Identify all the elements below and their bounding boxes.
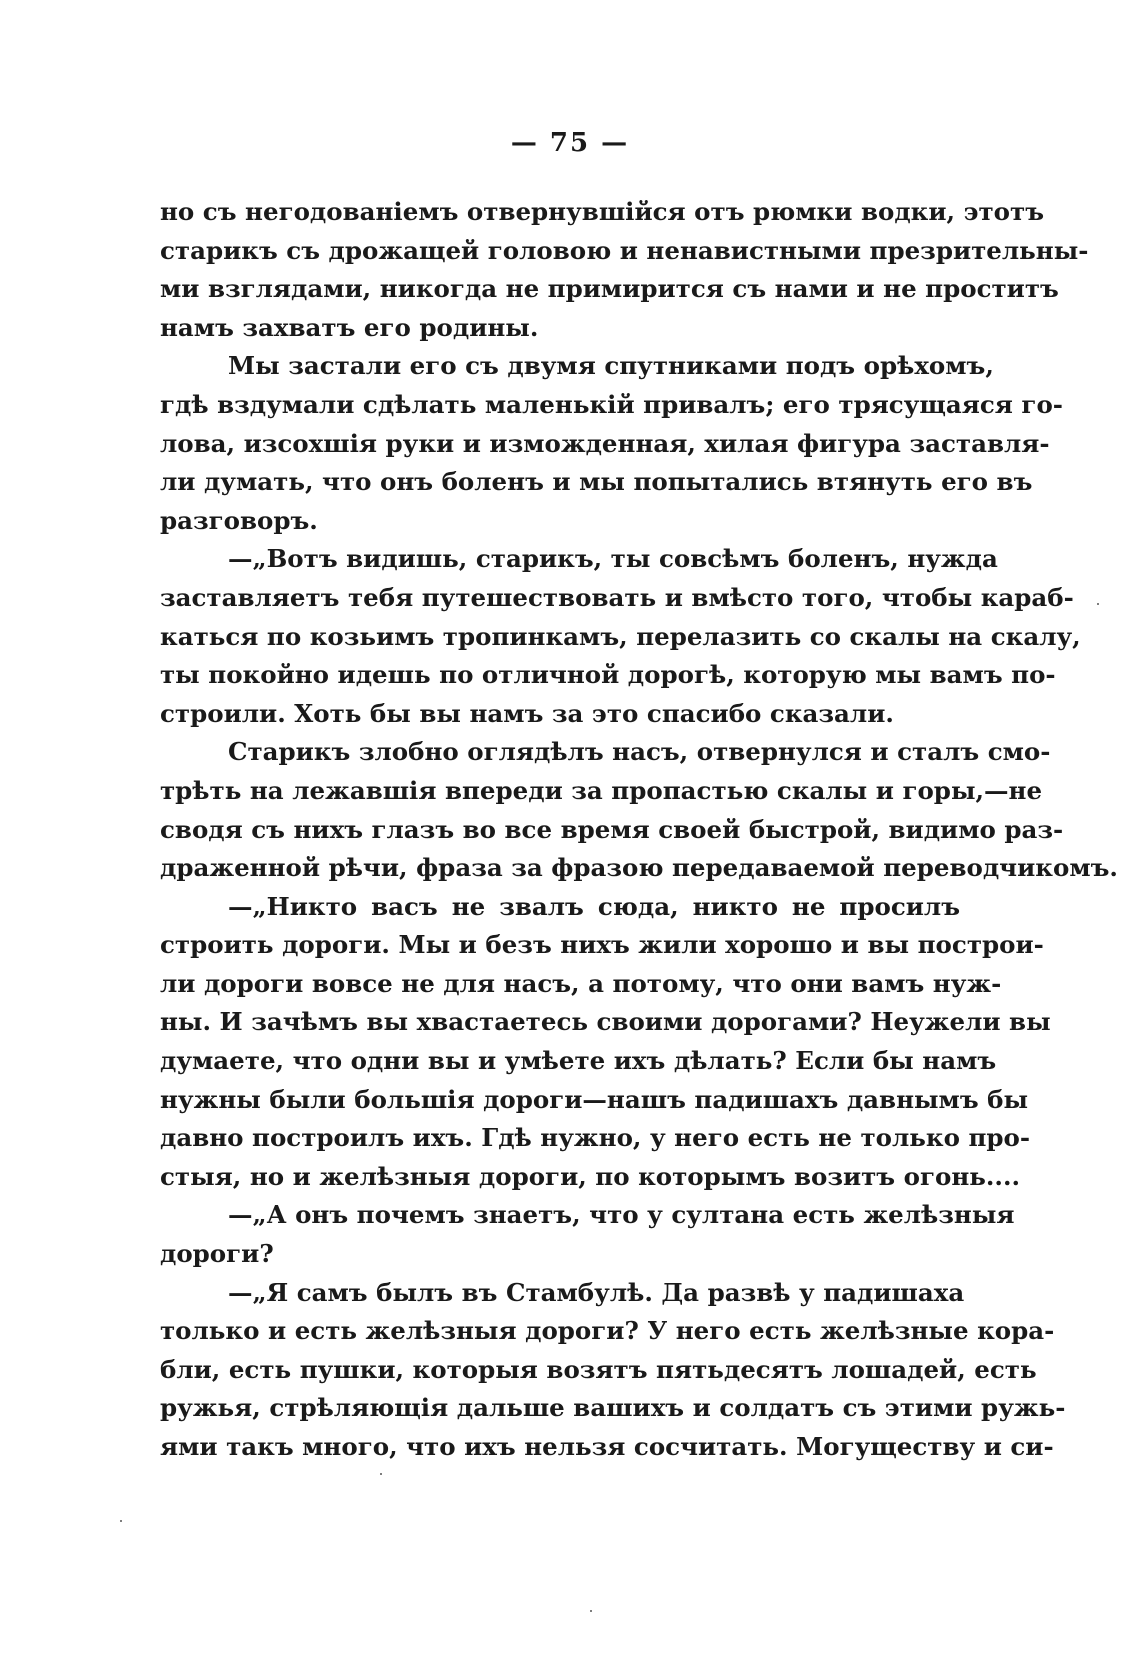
text-line: трѣть на лежавшія впереди за пропастью скалы и горы,—не — [160, 775, 1043, 805]
text-line: только и есть желѣзныя дороги? У него есть желѣзные кора- — [160, 1316, 1055, 1346]
text-line: —„А онъ почемъ знаетъ, что у султана есть желѣзныя — [228, 1200, 1015, 1230]
text-line: ружья, стрѣляющія дальше вашихъ и солдатъ съ этими ружь- — [160, 1393, 1066, 1423]
text-line: ми взглядами, никогда не примирится съ нами и не проститъ — [160, 274, 1059, 304]
text-line: давно построилъ ихъ. Гдѣ нужно, у него есть не только про- — [160, 1123, 1031, 1153]
scan-speck — [590, 1610, 592, 1612]
text-line: дороги? — [160, 1239, 274, 1269]
page-number: — 75 — — [510, 128, 630, 158]
text-line: лова, изсохшія руки и изможденная, хилая фигура заставля- — [160, 428, 1050, 458]
body-text — [160, 193, 1118, 1467]
text-line: но съ негодованіемъ отвернувшійся отъ рюмки водки, этотъ — [160, 197, 1044, 226]
text-line: —„Вотъ видишь, старикъ, ты совсѣмъ боленъ, нужда — [228, 544, 998, 574]
text-line: нужны были большія дороги—нашъ падишахъ давнымъ бы — [160, 1084, 1029, 1114]
text-line: строили. Хоть бы вы намъ за это спасибо сказали. — [160, 698, 894, 728]
text-line: каться по козьимъ тропинкамъ, перелазить со скалы на скалу, — [160, 621, 1081, 651]
text-line: старикъ съ дрожащей головою и ненавистными презрительны- — [160, 235, 1089, 265]
text-line: стыя, но и желѣзныя дороги, по которымъ возитъ огонь.... — [160, 1161, 1021, 1191]
scan-speck — [1097, 603, 1099, 605]
text-line: Старикъ злобно оглядѣлъ насъ, отвернулся и сталъ смо- — [228, 737, 1051, 767]
text-line: бли, есть пушки, которыя возятъ пятьдесятъ лошадей, есть — [160, 1354, 1037, 1384]
text-line: —„Я самъ былъ въ Стамбулѣ. Да развѣ у падишаха — [228, 1277, 965, 1307]
text-line: намъ захватъ его родины. — [160, 312, 539, 342]
text-line: ны. И зачѣмъ вы хвастаетесь своими дорогами? Неужели вы — [160, 1007, 1051, 1037]
text-line: Мы застали его съ двумя спутниками подъ орѣхомъ, — [228, 351, 994, 381]
text-line: ли дороги вовсе не для насъ, а потому, что они вамъ нуж- — [160, 968, 1002, 998]
text-line: сводя съ нихъ глазъ во все время своей быстрой, видимо раз- — [160, 814, 1064, 844]
scan-speck — [380, 1473, 382, 1475]
text-line: ями такъ много, что ихъ нельзя сосчитать. Могуществу и си- — [160, 1432, 1054, 1461]
text-line: ты покойно идешь по отличной дорогѣ, которую мы вамъ по- — [160, 660, 1056, 690]
text-line: думаете, что одни вы и умѣете ихъ дѣлать? Если бы намъ — [160, 1046, 997, 1076]
text-line: драженной рѣчи, фраза за фразою передаваемой переводчикомъ. — [160, 853, 1118, 883]
text-line: заставляетъ тебя путешествовать и вмѣсто того, чтобы караб- — [160, 582, 1074, 612]
text-line: гдѣ вздумали сдѣлать маленькій привалъ; его трясущаяся го- — [160, 389, 1063, 419]
text-line: ли думать, что онъ боленъ и мы попытались втянуть его въ — [160, 467, 1033, 497]
text-line: —„Никто васъ не звалъ сюда, никто не просилъ — [228, 891, 960, 921]
scan-speck — [120, 1520, 122, 1522]
text-line: строить дороги. Мы и безъ нихъ жили хорошо и вы построи- — [160, 930, 1044, 960]
text-line: разговоръ. — [160, 505, 318, 535]
